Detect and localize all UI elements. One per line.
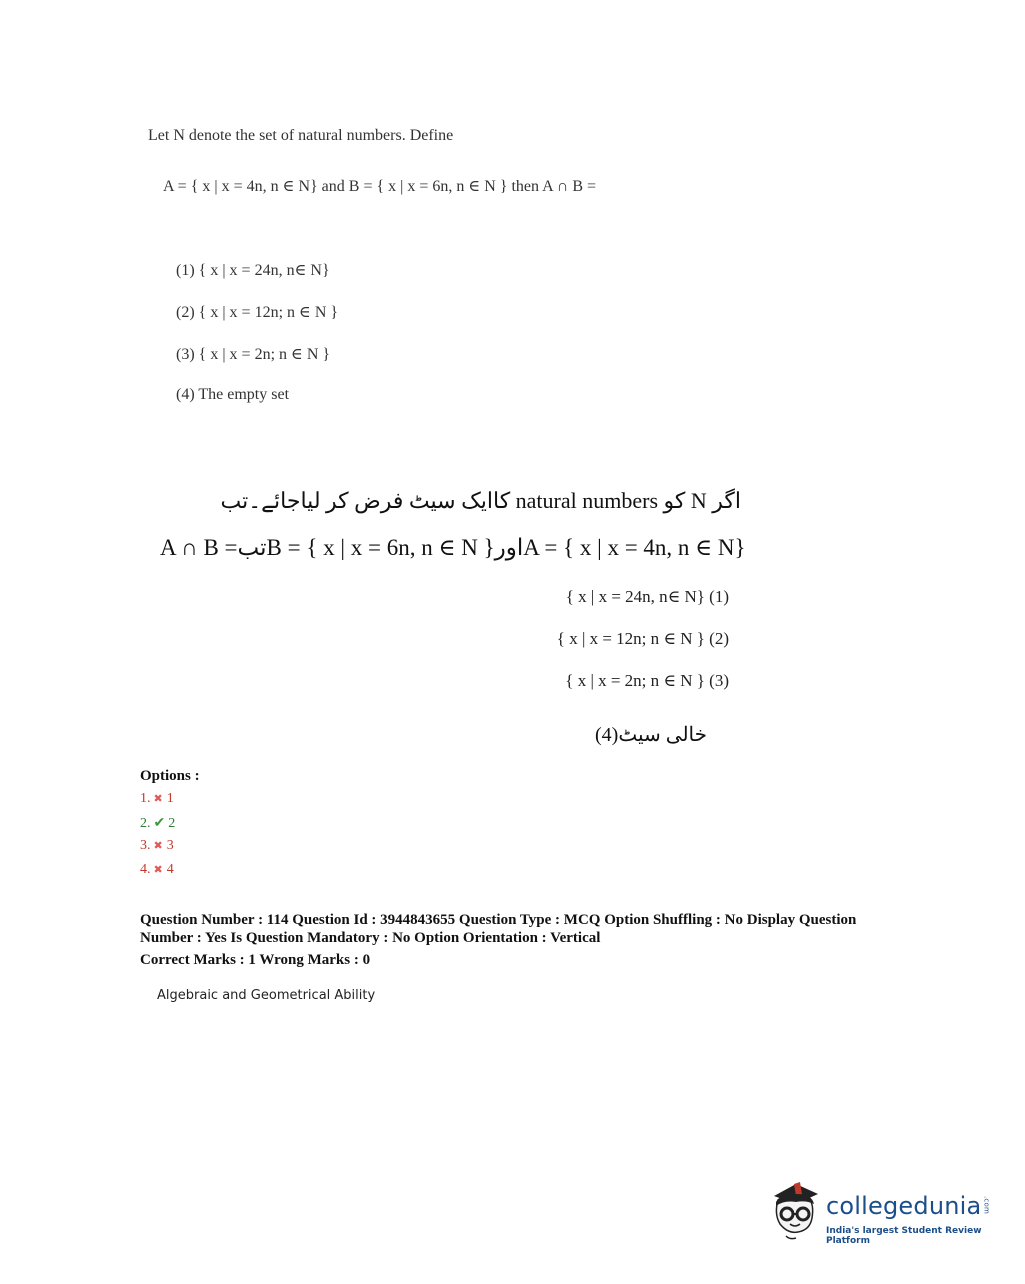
collegedunia-logo bbox=[766, 1178, 996, 1248]
question-option-3: (3) { x | x = 2n; n ∈ N } bbox=[176, 346, 331, 363]
answer-option-3 bbox=[140, 838, 174, 854]
brand-name: collegedunia.com bbox=[826, 1192, 991, 1220]
urdu-option-4-text: خالی سیٹ bbox=[618, 724, 707, 746]
answer-option-1 bbox=[140, 791, 174, 807]
urdu-option-3: { x | x = 2n; n ∈ N } (3) bbox=[565, 671, 729, 690]
options-title: Options : bbox=[140, 768, 200, 784]
urdu-intro: اگر N کو natural numbers کاایک سیٹ فرض کر لیاجائے۔تب bbox=[220, 488, 741, 513]
cross-icon: ✖ bbox=[153, 864, 163, 876]
mascot-icon bbox=[766, 1178, 826, 1248]
section-title: Algebraic and Geometrical Ability bbox=[157, 988, 376, 1003]
question-option-1: (1) { x | x = 24n, n∈ N} bbox=[176, 262, 330, 279]
question-definition: A = { x | x = 4n, n ∈ N} and B = { x | x = 6n, n ∈ N } then A ∩ B = bbox=[163, 178, 597, 195]
brand-tagline: India's largest Student Review Platform bbox=[826, 1226, 982, 1246]
question-option-4: (4) The empty set bbox=[176, 386, 290, 403]
urdu-option-4-num: (4) bbox=[595, 724, 619, 746]
question-meta-line-2: Number : Yes Is Question Mandatory : No Option Orientation : Vertical bbox=[140, 930, 601, 946]
urdu-option-1: { x | x = 24n, n∈ N} (1) bbox=[565, 587, 729, 606]
brand-suffix: .com bbox=[982, 1196, 991, 1214]
answer-option-2 bbox=[140, 815, 175, 832]
answer-option-4 bbox=[140, 862, 174, 878]
check-icon: ✔ bbox=[153, 816, 166, 831]
cross-icon: ✖ bbox=[153, 793, 163, 805]
answer-option-num: 2. bbox=[140, 816, 151, 831]
answer-option-num: 4. bbox=[140, 862, 151, 877]
urdu-option-4 bbox=[595, 722, 729, 747]
question-option-2: (2) { x | x = 12n; n ∈ N } bbox=[176, 304, 339, 321]
urdu-option-2: { x | x = 12n; n ∈ N } (2) bbox=[556, 629, 729, 648]
question-intro: Let N denote the set of natural numbers. Define bbox=[148, 127, 454, 144]
answer-option-num: 3. bbox=[140, 838, 151, 853]
answer-option-num: 1. bbox=[140, 791, 151, 806]
answer-option-value: 1 bbox=[166, 791, 174, 806]
answer-option-value: 4 bbox=[166, 862, 174, 877]
answer-option-value: 3 bbox=[166, 838, 174, 853]
cross-icon: ✖ bbox=[153, 840, 163, 852]
urdu-definition: A ∩ B =تبB = { x | x = 6n, n ∈ N }اورA = { x | x = 4n, n ∈ N} bbox=[160, 535, 746, 560]
question-marks: Correct Marks : 1 Wrong Marks : 0 bbox=[140, 952, 371, 968]
answer-option-value: 2 bbox=[168, 816, 176, 831]
question-meta-line-1: Question Number : 114 Question Id : 3944843655 Question Type : MCQ Option Shuffling : No Display Question bbox=[140, 912, 857, 928]
